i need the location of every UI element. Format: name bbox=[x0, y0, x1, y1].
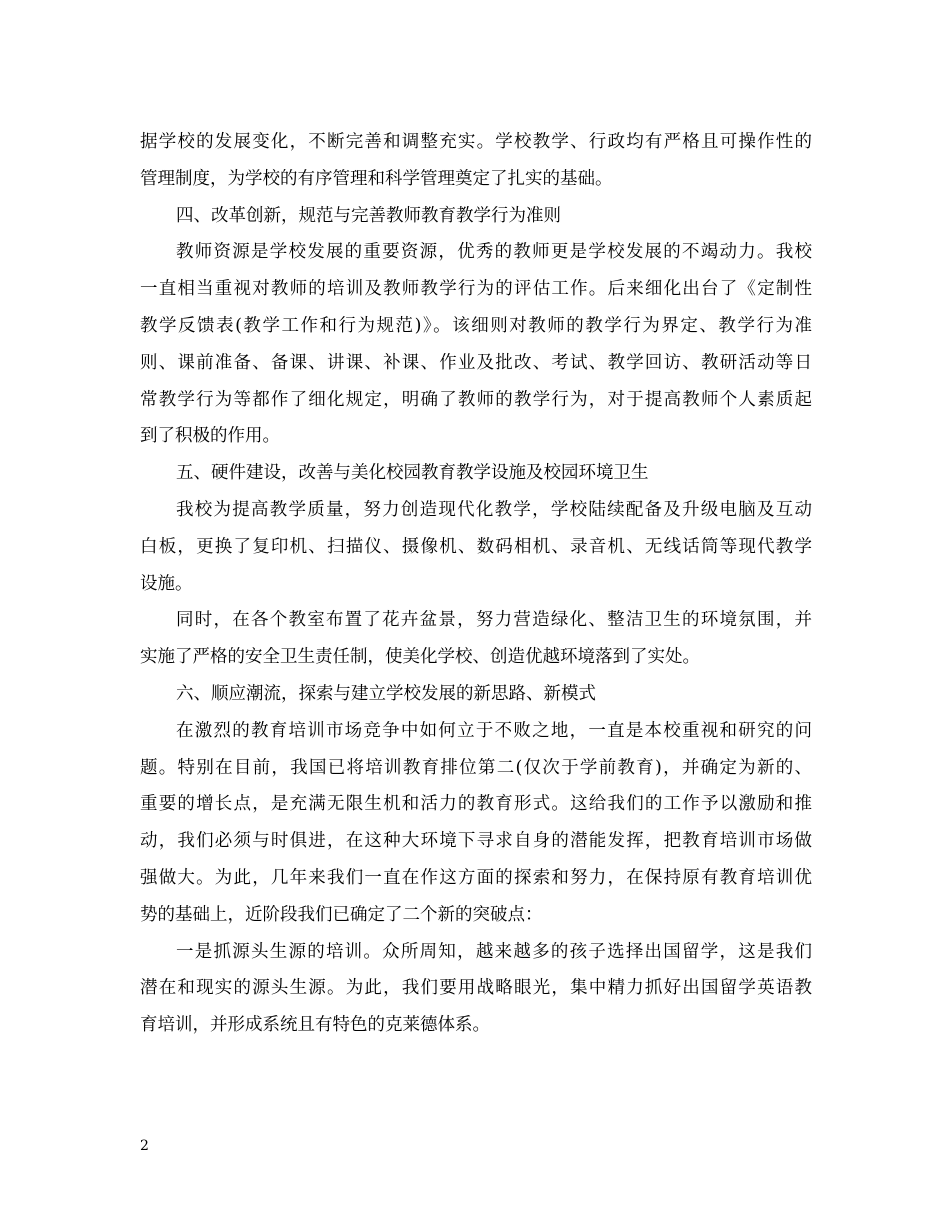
text-line: 强做大。为此，几年来我们一直在作这方面的探索和努力，在保持原有教育培训优 bbox=[140, 867, 812, 888]
section-heading bbox=[140, 455, 812, 492]
section-heading bbox=[140, 198, 812, 235]
text-line: 常教学行为等都作了细化规定，明确了教师的教学行为，对于提高教师个人素质起 bbox=[140, 389, 812, 410]
paragraph bbox=[140, 934, 812, 1044]
text-line: 一直相当重视对教师的培训及教师教学行为的评估工作。后来细化出台了《定制性 bbox=[140, 279, 812, 300]
heading-line: 五、硬件建设，改善与美化校园教育教学设施及校园环境卫生 bbox=[176, 463, 649, 484]
text-line: 管理制度，为学校的有序管理和科学管理奠定了扎实的基础。 bbox=[140, 168, 613, 189]
text-line: 潜在和现实的源头生源。为此，我们要用战略眼光，集中精力抓好出国留学英语教 bbox=[140, 978, 812, 999]
paragraph bbox=[140, 713, 812, 934]
text-line: 势的基础上，近阶段我们已确定了二个新的突破点： bbox=[140, 904, 543, 925]
page-number: 2 bbox=[140, 1138, 149, 1154]
text-line: 教师资源是学校发展的重要资源，优秀的教师更是学校发展的不竭动力。我校 bbox=[176, 242, 812, 263]
text-line: 同时，在各个教室布置了花卉盆景，努力营造绿化、整洁卫生的环境氛围，并 bbox=[176, 610, 812, 631]
text-line: 题。特别在目前，我国已将培训教育排位第二(仅次于学前教育)，并确定为新的、 bbox=[140, 757, 812, 778]
section-heading bbox=[140, 676, 812, 713]
text-line: 重要的增长点，是充满无限生机和活力的教育形式。这给我们的工作予以激励和推 bbox=[140, 794, 812, 815]
text-line: 实施了严格的安全卫生责任制，使美化学校、创造优越环境落到了实处。 bbox=[140, 647, 700, 668]
text-line: 据学校的发展变化，不断完善和调整充实。学校教学、行政均有严格且可操作性的 bbox=[140, 132, 812, 152]
text-line: 则、课前准备、备课、讲课、补课、作业及批改、考试、教学回访、教研活动等日 bbox=[140, 352, 812, 373]
text-line: 我校为提高教学质量，努力创造现代化教学，学校陆续配备及升级电脑及互动 bbox=[176, 499, 812, 520]
text-line: 设施。 bbox=[140, 573, 193, 594]
document-body bbox=[140, 124, 812, 1044]
text-line: 教学反馈表(教学工作和行为规范)》。该细则对教师的教学行为界定、教学行为准 bbox=[140, 315, 812, 336]
paragraph bbox=[140, 492, 812, 602]
paragraph bbox=[140, 602, 812, 676]
text-line: 育培训，并形成系统且有特色的克莱德体系。 bbox=[140, 1015, 490, 1036]
heading-line: 四、改革创新，规范与完善教师教育教学行为准则 bbox=[176, 205, 561, 226]
text-line: 动，我们必须与时俱进，在这种大环境下寻求自身的潜能发挥，把教育培训市场做 bbox=[140, 831, 812, 852]
text-line: 一是抓源头生源的培训。众所周知，越来越多的孩子选择出国留学，这是我们 bbox=[176, 941, 812, 962]
text-line: 到了积极的作用。 bbox=[140, 426, 280, 447]
paragraph bbox=[140, 124, 812, 198]
text-line: 在激烈的教育培训市场竞争中如何立于不败之地，一直是本校重视和研究的问 bbox=[176, 720, 812, 741]
paragraph bbox=[140, 234, 812, 455]
heading-line: 六、顺应潮流，探索与建立学校发展的新思路、新模式 bbox=[176, 683, 596, 704]
text-line: 白板，更换了复印机、扫描仪、摄像机、数码相机、录音机、无线话筒等现代教学 bbox=[140, 536, 812, 557]
